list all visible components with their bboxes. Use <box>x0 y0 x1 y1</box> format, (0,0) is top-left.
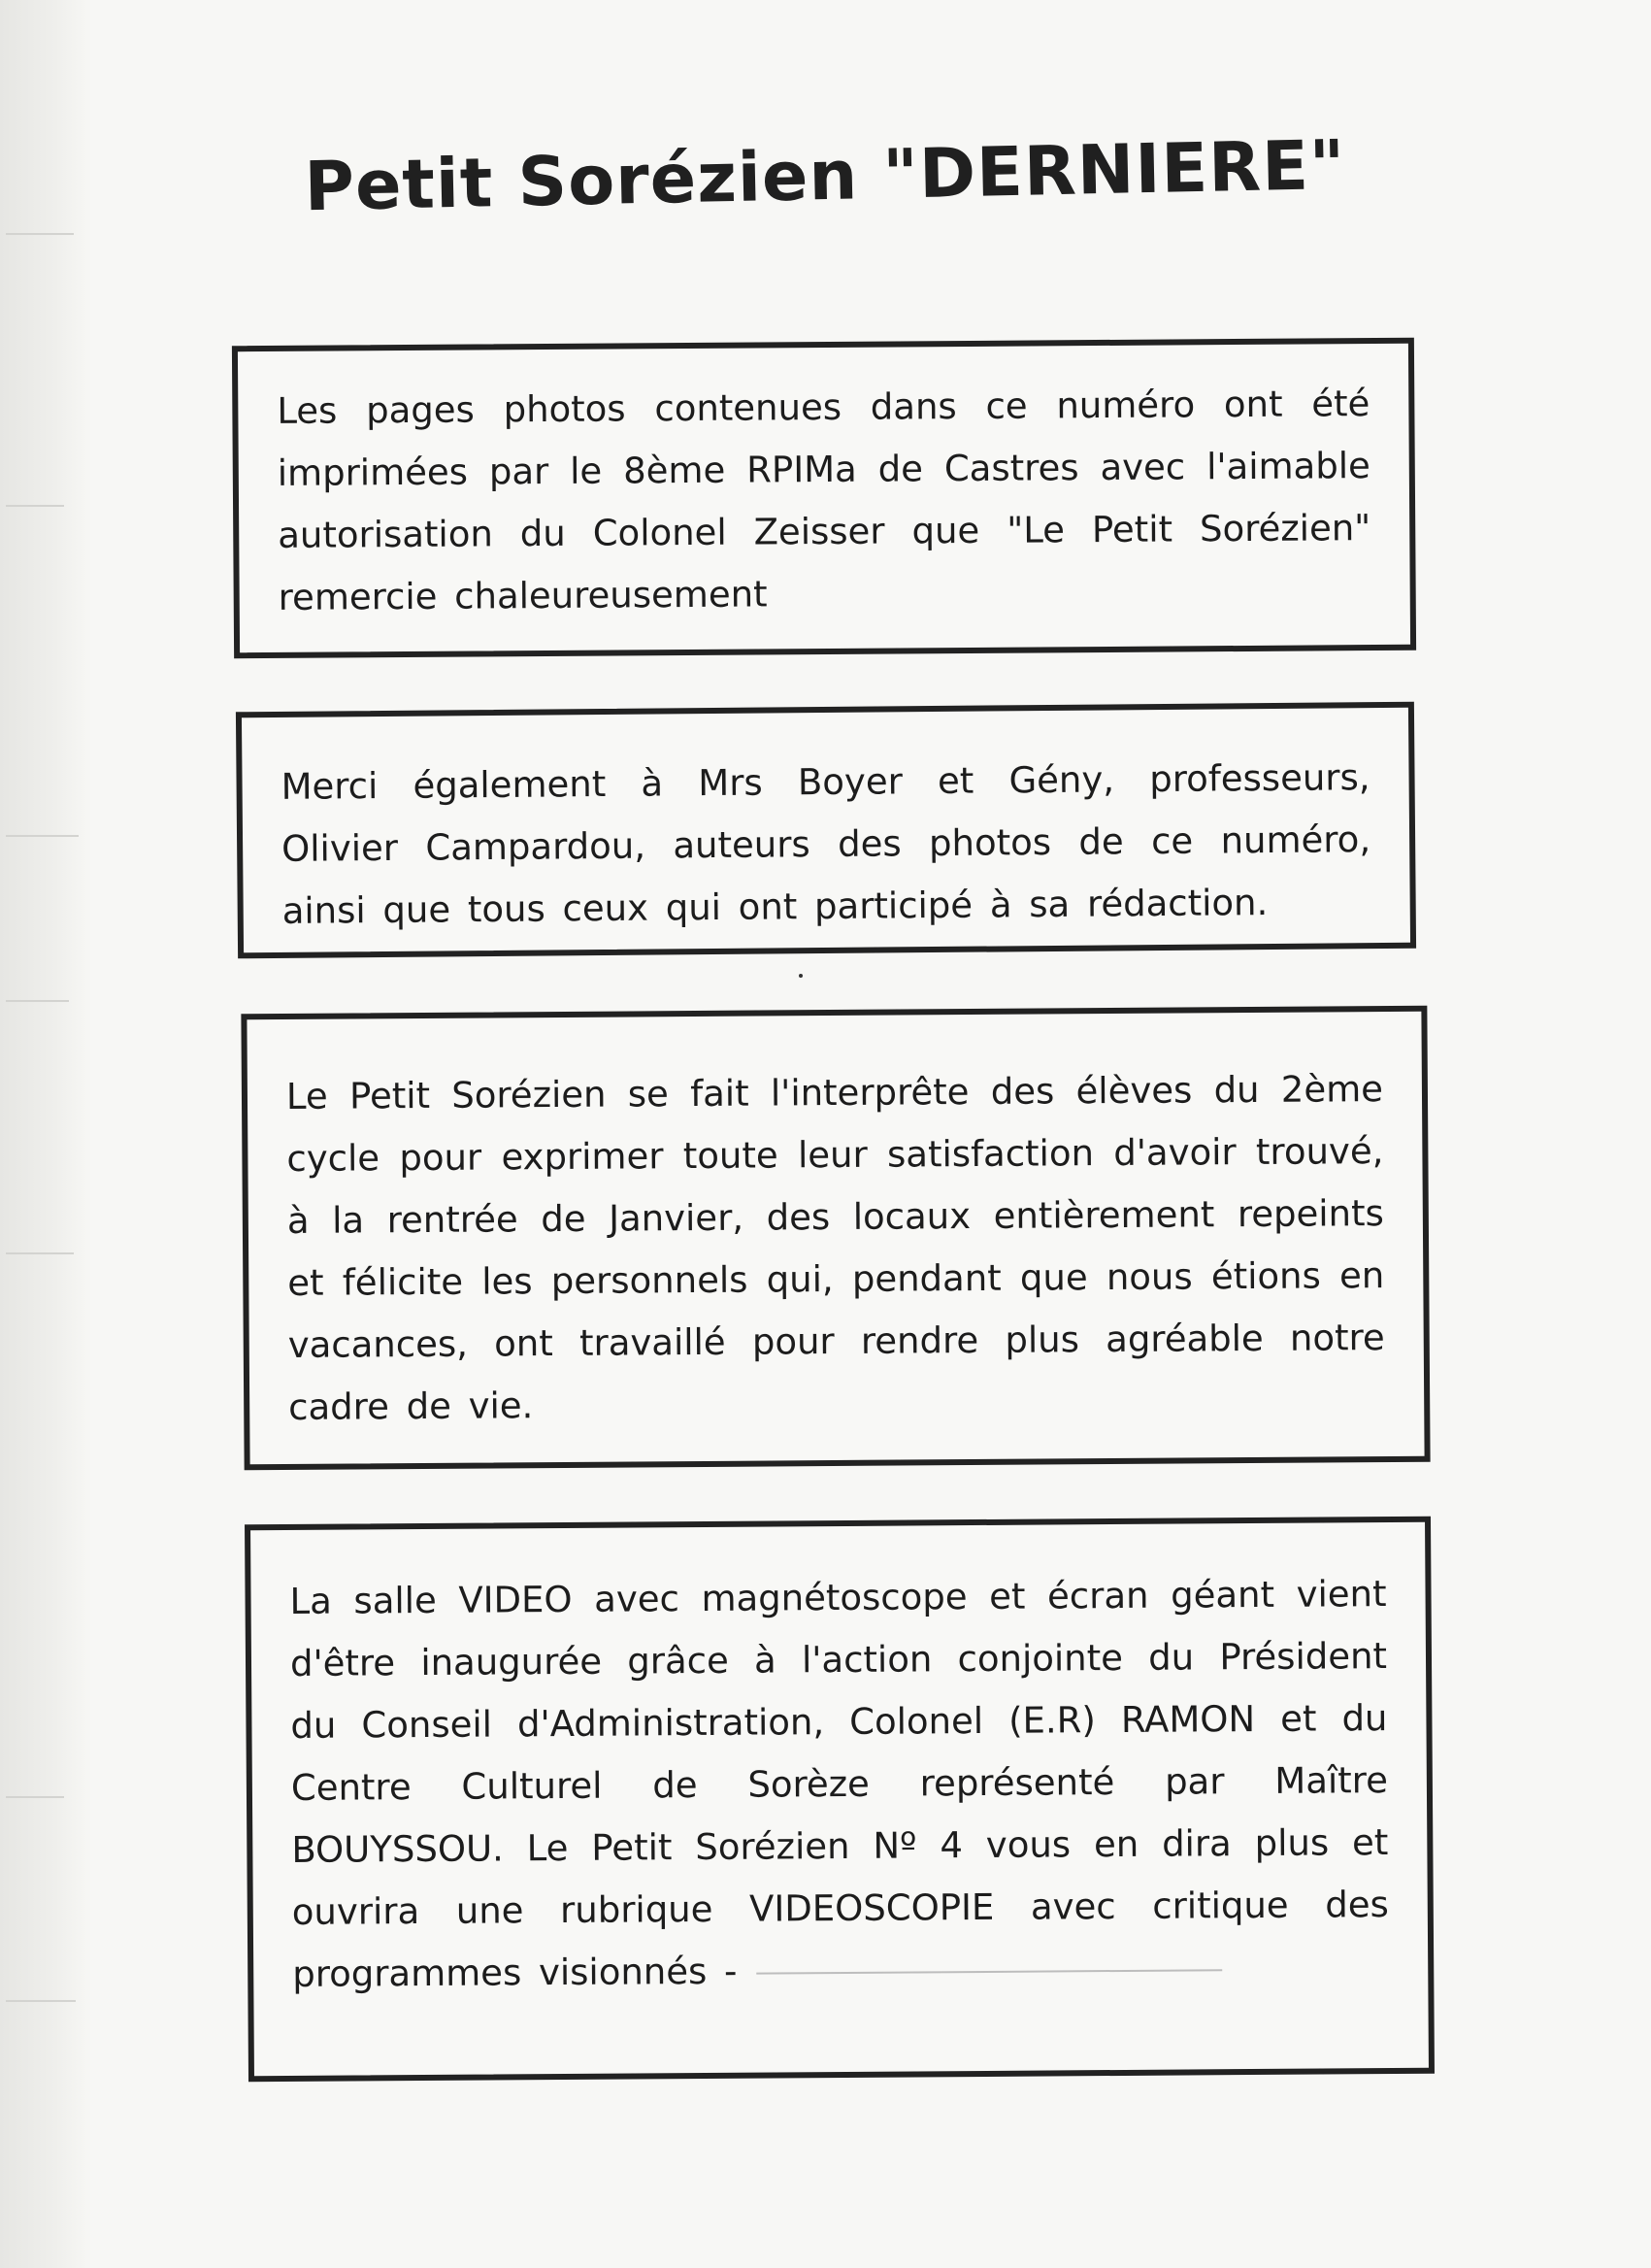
bleed-mark <box>6 505 64 507</box>
notice-text-body: La salle VIDEO avec magnétoscope et écran géant vient d'être inaugurée grâce à l'action conjointe du Président du Conseil d'Administration, Colonel (E.R) RAMON et du Centre Culturel de Sorèze représenté par Maître BOUYSSOU. Le Petit Sorézien Nº 4 vous en dira plus et ouvrira une rubrique VIDEOSCOPIE avec critique des programmes visionnés - <box>289 1573 1389 1995</box>
bleed-mark <box>6 2000 76 2002</box>
bleed-mark <box>6 1796 64 1798</box>
notice-text: Merci également à Mrs Boyer et Gény, professeurs, Olivier Campardou, auteurs des photos de ce numéro, ainsi que tous ceux qui ont participé à sa rédaction. <box>281 756 1371 932</box>
bleed-mark <box>6 233 74 235</box>
bleed-mark <box>6 835 79 837</box>
notice-box-video-room <box>245 1517 1435 2083</box>
bleed-mark <box>6 1000 69 1002</box>
notice-text: Le Petit Sorézien se fait l'interprête des élèves du 2ème cycle pour exprimer toute leur satisfaction d'avoir trouvé, à la rentrée de Janvier, des locaux entièrement repeints et félicite les personnels qui, pendant que nous étions en vacances, ont travaillé pour rendre plus agréable notre cadre de vie. <box>285 1068 1385 1428</box>
notice-text: Les pages photos contenues dans ce numéro ont été imprimées par le 8ème RPIMa de Castres avec l'aimable autorisation du Colonel Zeisser que "Le Petit Sorézien" remercie chaleureusement <box>277 383 1371 618</box>
stray-dot <box>799 974 803 978</box>
end-line <box>756 1969 1222 1974</box>
page-title: Petit Sorézien "DERNIERE" <box>303 124 1347 227</box>
notice-box-thanks <box>236 702 1416 959</box>
bleed-through-strip <box>0 0 92 2268</box>
notice-text <box>289 1563 1389 2006</box>
notice-box-renovation <box>241 1006 1430 1471</box>
bleed-mark <box>6 1252 74 1254</box>
notice-box-photos <box>232 338 1416 658</box>
